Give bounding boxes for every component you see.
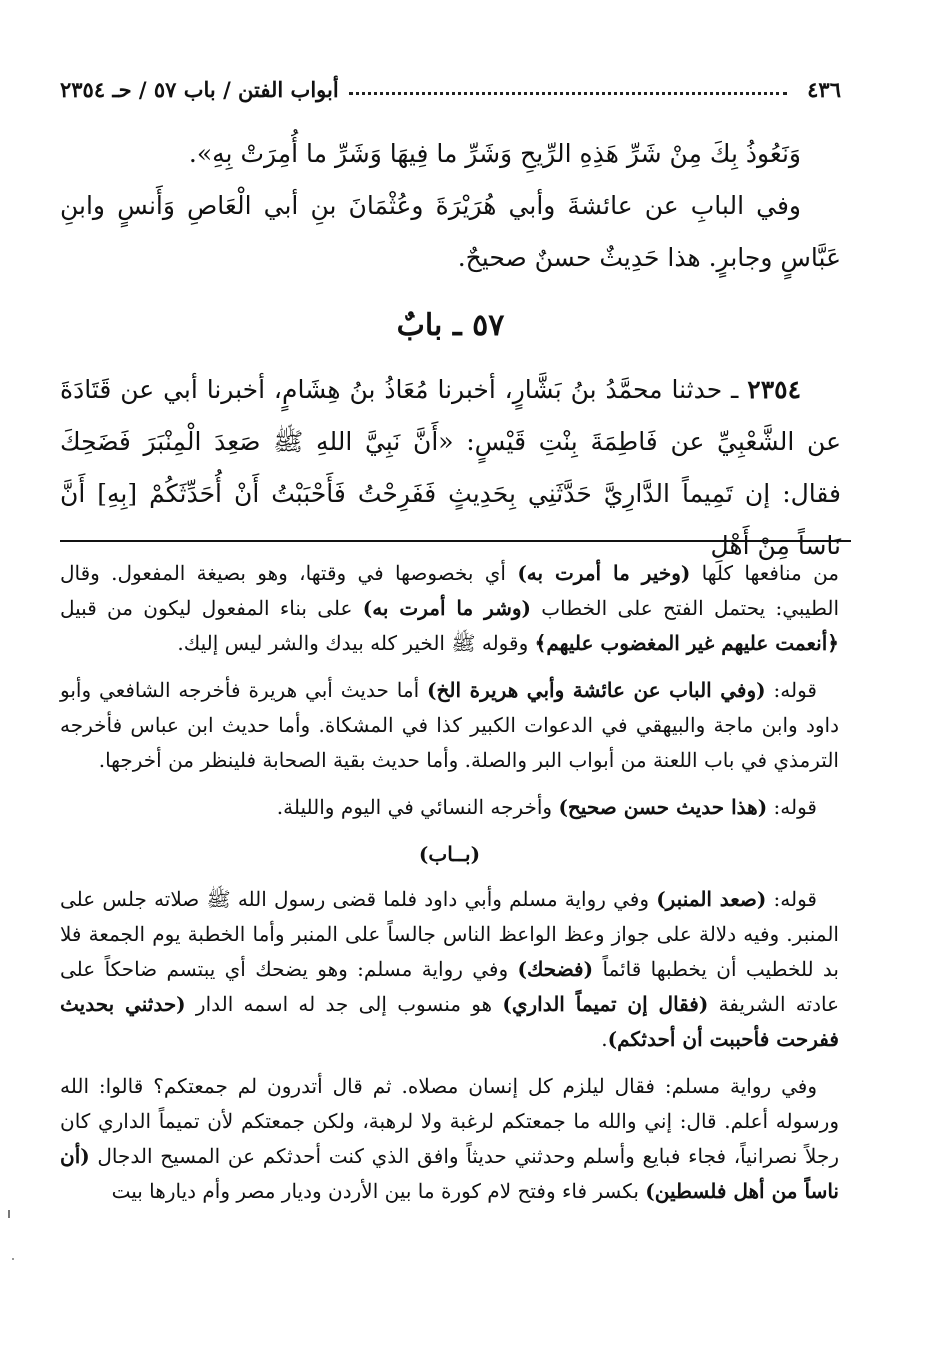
- text-run: وفي رواية مسلم وأبي داود فلما قضى رسول الله ﷺ صلاته جلس على المنبر. وفيه دلالة على جواز وعظ الواعظ الناس جالساً على المنبر وأما الخطبة يوم الجمعة فلا بد للخطيب أن يخطبها قائماً: [60, 887, 839, 981]
- chapter-heading: [60, 298, 841, 354]
- text-run: هو منسوب إلى جد له اسمه الدار: [185, 992, 503, 1016]
- bold-quote: (وفي الباب عن عائشة وأبي هريرة الخ): [427, 678, 766, 702]
- text-run: .: [601, 1027, 608, 1051]
- text-run: وأخرجه النسائي في اليوم والليلة.: [276, 795, 559, 819]
- commentary-paragraph: [60, 673, 839, 778]
- bold-quote: (فقال إن تميماً الداري): [502, 992, 709, 1016]
- bold-quote: (صعد المنبر): [656, 887, 767, 911]
- text-run: أما حديث أبي هريرة فأخرجه الشافعي وأبو داود وابن ماجة والبيهقي في الدعوات الكبير كذا في المشكاة. وأما حديث ابن عباس فأخرجه الترمذي في باب اللعنة من أبواب البر والصلة. وأما حديث بقية الصحابة فلينظر من أخرجها.: [60, 678, 839, 772]
- hadith-number: ٢٣٥٤: [747, 375, 801, 404]
- text-run: بكسر فاء وفتح لام كورة ما بين الأردن وديار مصر وأم ديارها بيت: [111, 1179, 646, 1203]
- main-text: [60, 128, 841, 572]
- page-number: ٤٣٦: [807, 76, 841, 102]
- text-run: وفي رواية مسلم: فقال ليلزم كل إنسان مصلاه. ثم قال أتدرون لم جمعتكم؟ قالوا: الله ورسوله أعلم. قال: إني والله ما جمعتكم لرغبة ولا لرهبة، ولكن جمعتكم لأن تميماً الداري كان رجلاً نصرانياً، فجاء فبايع وأسلم وحدثني حديثاً وافق الذي كنت أحدثكم عن المسيح الدجال: [60, 1074, 839, 1168]
- commentary-subheading: (بــاب): [418, 842, 481, 866]
- bold-quran-quote: ﴿أنعمت عليهم غير المغضوب عليهم﴾: [534, 631, 839, 655]
- text-run: على بناء المفعول ليكون من قبيل: [60, 596, 363, 620]
- text-run: قوله:: [765, 678, 817, 702]
- bold-quote: (فضحك): [517, 957, 594, 981]
- text-run: أي بخصوصها في وقتها، وهو بصيغة المفعول. وقال الطيبي: يحتمل الفتح على الخطاب: [60, 561, 839, 620]
- scan-mark: [8, 1210, 10, 1218]
- text-run: قوله:: [766, 887, 817, 911]
- footnote-separator: [60, 540, 851, 542]
- text-run: من منافعها كلها: [690, 561, 840, 585]
- running-title: أبواب الفتن / باب ٥٧ / حـ ٢٣٥٤: [60, 76, 339, 102]
- bold-quote: (أن ناساً من أهل فلسطين): [60, 1144, 839, 1203]
- hadith-ending-line: وَنَعُوذُ بِكَ مِنْ شَرِّ هَذِهِ الرِّيحِ وَشَرِّ ما فِيهَا وَشَرِّ ما أُمِرَتْ بِهِ».: [188, 139, 801, 168]
- bold-quote: (وخير ما أمرت به): [517, 561, 691, 585]
- text-run: قوله:: [767, 795, 817, 819]
- text-run: وقوله ﷺ الخير كله بيدك والشر ليس إليك.: [177, 631, 535, 655]
- leader-dots: [349, 92, 787, 95]
- commentary-paragraph: [60, 790, 839, 825]
- bold-quote: (هذا حديث حسن صحيح): [558, 795, 768, 819]
- chapter-note-paragraph: وفي البابِ عن عائشةَ وأبي هُرَيْرَةَ وعُثْمَانَ بنِ أبي الْعَاصِ وَأَنسٍ وابنِ عَبَّاسٍ وجابرٍ. هذا حَدِيثٌ حسنٌ صحيحٌ.: [60, 191, 841, 272]
- commentary-paragraph: [60, 556, 839, 661]
- bold-quote: (وشر ما أمرت به): [362, 596, 532, 620]
- commentary: [60, 556, 839, 1221]
- commentary-paragraph: [60, 882, 839, 1057]
- text-run: وفي رواية مسلم: وهو يضحك أي يبتسم ضاحكاً على عادته الشريفة: [60, 957, 840, 1016]
- running-header: [60, 72, 841, 106]
- scan-mark: [12, 1258, 14, 1260]
- chapter-heading-text: ٥٧ ـ بابٌ: [396, 308, 505, 343]
- hadith-text: ـ حدثنا محمَّدُ بنُ بَشَّارٍ، أخبرنا مُعَاذُ بنُ هِشَامٍ، أخبرنا أبي عن قَتَادَةَ عن الشَّعْبِيِّ عن فَاطِمَةَ بِنْتِ قَيْسٍ: «أَنَّ نَبِيَّ اللهِ ﷺ صَعِدَ الْمِنْبَرَ فَضَحِكَ فقال: إن تَمِيماً الدَّارِيَّ حَدَّثَنِي بِحَدِيثٍ فَفَرِحْتُ فَأَحْبَبْتُ أَنْ أُحَدِّثَكُمْ [بِهِ] أَنَّ نَاساً مِنْ أَهْلِ: [60, 375, 841, 560]
- bold-quote: (حدثني بحديث ففرحت فأحببت أن أحدثكم): [60, 992, 839, 1051]
- commentary-paragraph: [60, 1069, 839, 1209]
